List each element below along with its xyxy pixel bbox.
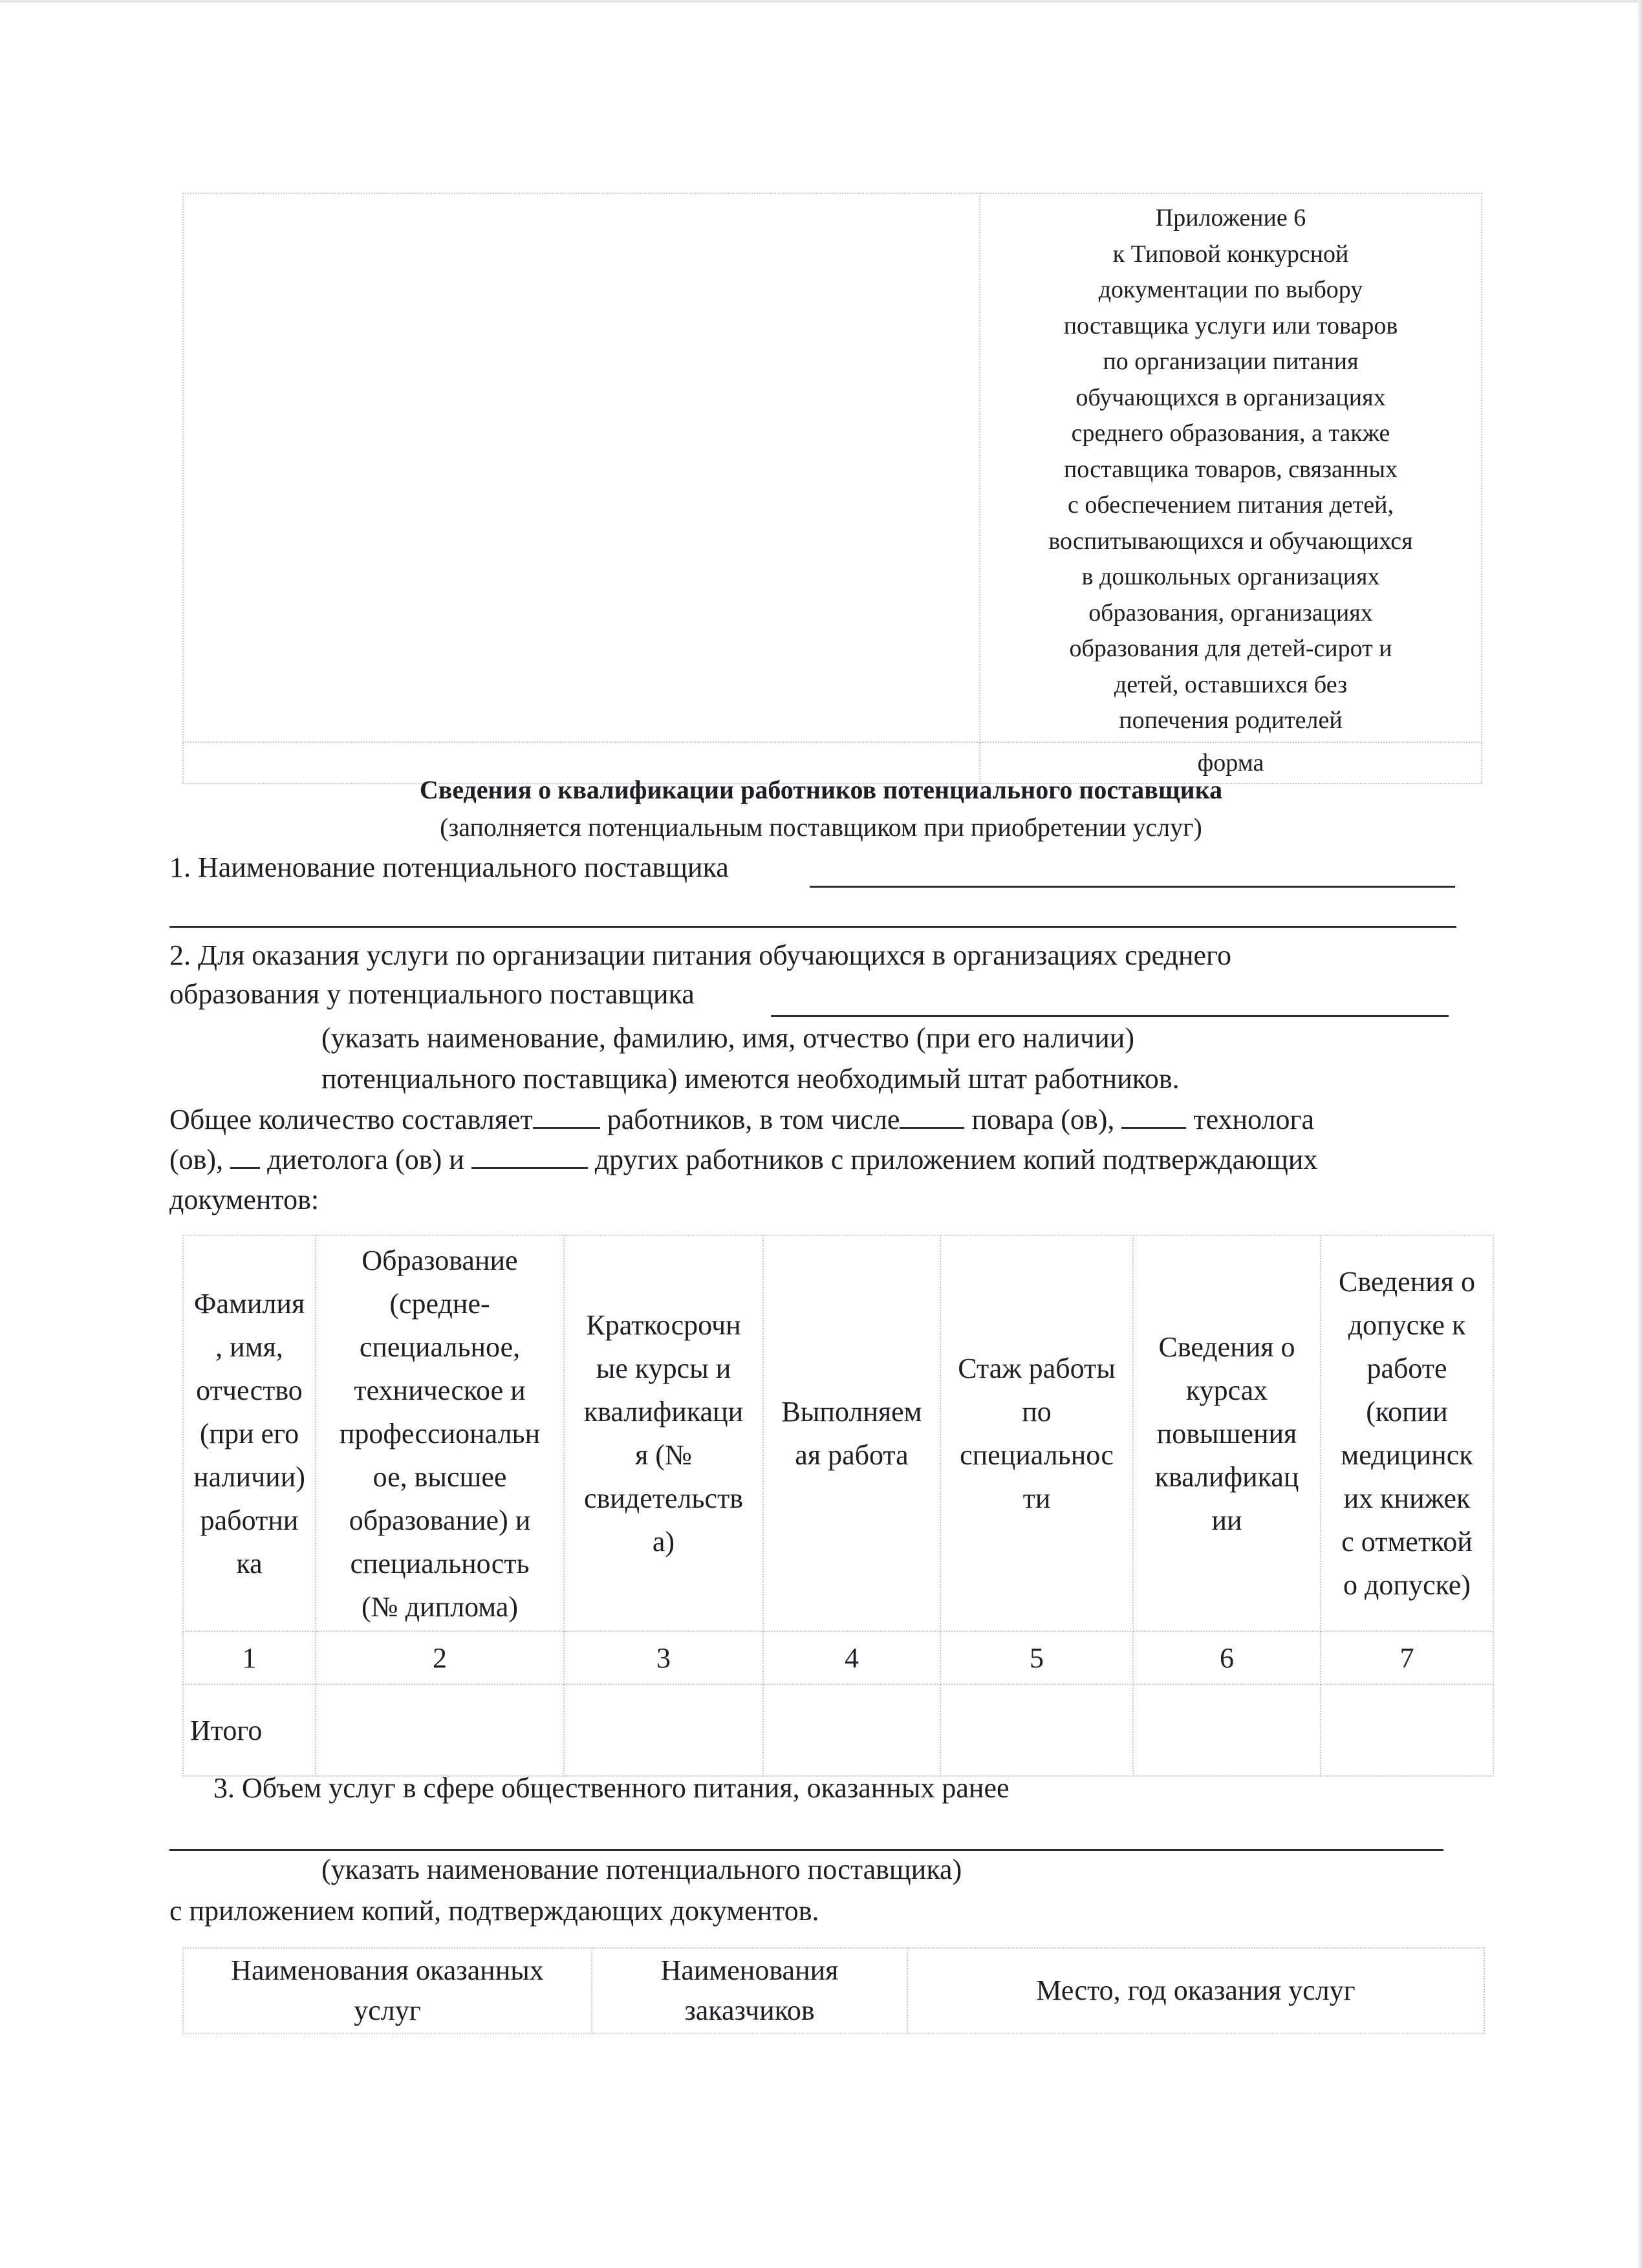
header-service-names <box>183 1948 592 2033</box>
header-line: (копии <box>1366 1396 1448 1428</box>
header-full-name <box>183 1236 316 1631</box>
count-text-cooks: повара (ов), <box>971 1104 1115 1135</box>
header-line: наличии) <box>193 1460 305 1493</box>
count-text-ov: (ов), <box>169 1144 224 1175</box>
total-cell-admission[interactable] <box>1321 1684 1493 1776</box>
appendix-line: поставщика услуги или товаров <box>1063 312 1398 339</box>
other-workers-field[interactable] <box>471 1142 588 1169</box>
header-line: о допуске) <box>1343 1569 1471 1601</box>
section3-hint: (указать наименование потенциального поставщика) <box>321 1854 962 1885</box>
column-number: 2 <box>316 1631 564 1684</box>
header-line: Наименования оказанных <box>231 1954 544 1986</box>
header-line: а) <box>652 1526 675 1557</box>
appendix-line: к Типовой конкурсной <box>1112 240 1349 268</box>
section3-label: 3. Объем услуг в сфере общественного питания, оказанных ранее <box>213 1772 1010 1804</box>
count-text-documents: документов: <box>169 1184 319 1215</box>
appendix-note <box>980 193 1482 742</box>
column-number: 7 <box>1321 1631 1493 1684</box>
column-number: 6 <box>1133 1631 1321 1684</box>
header-line: ти <box>1022 1482 1051 1514</box>
header-line: медицинск <box>1341 1439 1473 1471</box>
header-line: услуг <box>354 1995 421 2026</box>
column-number: 3 <box>564 1631 763 1684</box>
header-line: Краткосрочн <box>586 1309 741 1341</box>
header-short-courses <box>564 1236 763 1631</box>
count-text-technologists: технолога <box>1193 1104 1315 1135</box>
supplier-name-field[interactable] <box>810 886 1455 888</box>
header-line: Место, год оказания услуг <box>1036 1974 1356 2006</box>
section2-line1: 2. Для оказания услуги по организации питания обучающихся в организациях среднего <box>169 939 1232 971</box>
header-line: квалификаци <box>583 1396 744 1428</box>
header-line: специальнос <box>960 1439 1114 1471</box>
count-text-total: Общее количество составляет <box>169 1104 533 1135</box>
header-line: специальность <box>350 1547 530 1579</box>
section1-label: 1. Наименование потенциального поставщика <box>169 851 729 883</box>
header-line: Образование <box>362 1244 518 1276</box>
table-header-row <box>183 1236 1493 1631</box>
header-line: ии <box>1211 1504 1242 1536</box>
header-line: их книжек <box>1343 1482 1471 1514</box>
header-line: ые курсы и <box>596 1353 731 1384</box>
total-label: Итого <box>183 1684 316 1776</box>
appendix-line: в дошкольных организациях <box>1081 563 1380 590</box>
total-cell-experience[interactable] <box>940 1684 1133 1776</box>
header-line: ая работа <box>795 1439 909 1471</box>
header-line: Стаж работы <box>958 1353 1116 1384</box>
header-line: Сведения о <box>1158 1331 1295 1363</box>
count-text-others: других работников с приложением копий подтверждающих <box>594 1144 1318 1175</box>
appendix-line: образования для детей-сирот и <box>1069 635 1392 662</box>
header-line: курсах <box>1185 1374 1268 1406</box>
header-advanced-training <box>1133 1236 1321 1631</box>
staff-count-line1 <box>169 1102 1314 1136</box>
form-label: форма <box>980 742 1482 784</box>
appendix-line: детей, оставшихся без <box>1114 670 1348 698</box>
section2-hint1: (указать наименование, фамилию, имя, отчество (при его наличии) <box>321 1022 1134 1054</box>
header-line: отчество <box>196 1374 303 1406</box>
column-number-row <box>183 1631 1493 1684</box>
total-cell-work[interactable] <box>763 1684 940 1776</box>
total-cell-courses[interactable] <box>564 1684 763 1776</box>
header-place-year <box>907 1948 1484 2033</box>
section3-attachments: с приложением копий, подтверждающих документов. <box>169 1895 819 1927</box>
column-number: 1 <box>183 1631 316 1684</box>
header-line: свидетельств <box>583 1482 744 1514</box>
total-row <box>183 1684 1493 1776</box>
supplier-details-field[interactable] <box>771 1015 1449 1017</box>
appendix-line: документации по выбору <box>1098 276 1363 303</box>
header-line: Фамилия <box>193 1287 305 1320</box>
header-line: повышения <box>1156 1417 1297 1450</box>
header-line: ое, высшее <box>373 1460 507 1493</box>
total-cell-education[interactable] <box>316 1684 564 1776</box>
total-workers-field[interactable] <box>533 1102 600 1129</box>
header-customer-names <box>592 1948 907 2033</box>
header-line: допуске к <box>1348 1309 1466 1341</box>
appendix-line: воспитывающихся и обучающихся <box>1048 527 1413 555</box>
appendix-line: обучающихся в организациях <box>1075 383 1386 411</box>
appendix-line: образования, организациях <box>1088 599 1373 626</box>
column-number: 4 <box>763 1631 940 1684</box>
technologists-count-field[interactable] <box>1121 1102 1186 1129</box>
staff-qualification-table <box>182 1235 1494 1777</box>
appendix-line: среднего образования, а также <box>1071 420 1390 447</box>
dietitians-count-field[interactable] <box>230 1142 260 1169</box>
services-header-row <box>183 1948 1484 2033</box>
header-line: специальное, <box>359 1331 521 1363</box>
header-line: ка <box>236 1547 263 1579</box>
cooks-count-field[interactable] <box>900 1102 964 1129</box>
header-line: Выполняем <box>781 1396 922 1428</box>
staff-count-line2 <box>169 1142 1317 1176</box>
header-line: я (№ <box>635 1439 692 1471</box>
header-line: по <box>1022 1396 1052 1428</box>
header-line: профессиональн <box>339 1417 541 1450</box>
header-line: Сведения о <box>1338 1266 1476 1298</box>
header-line: с отметкой <box>1341 1526 1473 1557</box>
appendix-line: попечения родителей <box>1119 707 1343 734</box>
header-line: (при его <box>199 1417 299 1450</box>
header-line: квалификац <box>1154 1460 1299 1493</box>
count-text-including: работников, в том числе <box>607 1104 900 1135</box>
header-work-admission <box>1321 1236 1493 1631</box>
appendix-line: поставщика товаров, связанных <box>1063 455 1398 483</box>
header-line: работе <box>1367 1353 1447 1384</box>
header-work-performed <box>763 1236 940 1631</box>
total-cell-training[interactable] <box>1133 1684 1321 1776</box>
header-line: (№ диплома) <box>362 1590 518 1623</box>
header-line: работни <box>200 1504 299 1536</box>
header-line: , имя, <box>215 1331 283 1363</box>
document-subtitle: (заполняется потенциальным поставщиком при приобретении услуг) <box>440 813 1202 842</box>
scan-edge-top <box>0 0 1642 3</box>
header-work-experience <box>940 1236 1133 1631</box>
header-education <box>316 1236 564 1631</box>
supplier-name-field-line2[interactable] <box>169 926 1456 928</box>
header-line: образование) и <box>349 1504 531 1536</box>
header-empty-cell <box>183 193 980 742</box>
count-text-dietitians: диетолога (ов) и <box>267 1144 464 1175</box>
appendix-line: Приложение 6 <box>1155 204 1306 231</box>
header-line: заказчиков <box>684 1995 815 2026</box>
section2-hint2: потенциального поставщика) имеются необходимый штат работников. <box>321 1063 1180 1095</box>
section2-line2: образования у потенциального поставщика <box>169 978 695 1010</box>
header-line: (средне- <box>389 1287 490 1320</box>
document-title: Сведения о квалификации работников потенциального поставщика <box>419 775 1223 804</box>
header-line: Наименования <box>660 1954 839 1986</box>
appendix-header-table <box>182 193 1482 784</box>
appendix-line: по организации питания <box>1103 348 1359 375</box>
appendix-line: с обеспечением питания детей, <box>1068 491 1394 519</box>
services-table <box>182 1947 1485 2034</box>
header-line: техническое и <box>354 1374 526 1406</box>
scan-edge-right <box>1638 0 1642 2268</box>
column-number: 5 <box>940 1631 1133 1684</box>
previous-services-supplier-field[interactable] <box>169 1849 1443 1851</box>
